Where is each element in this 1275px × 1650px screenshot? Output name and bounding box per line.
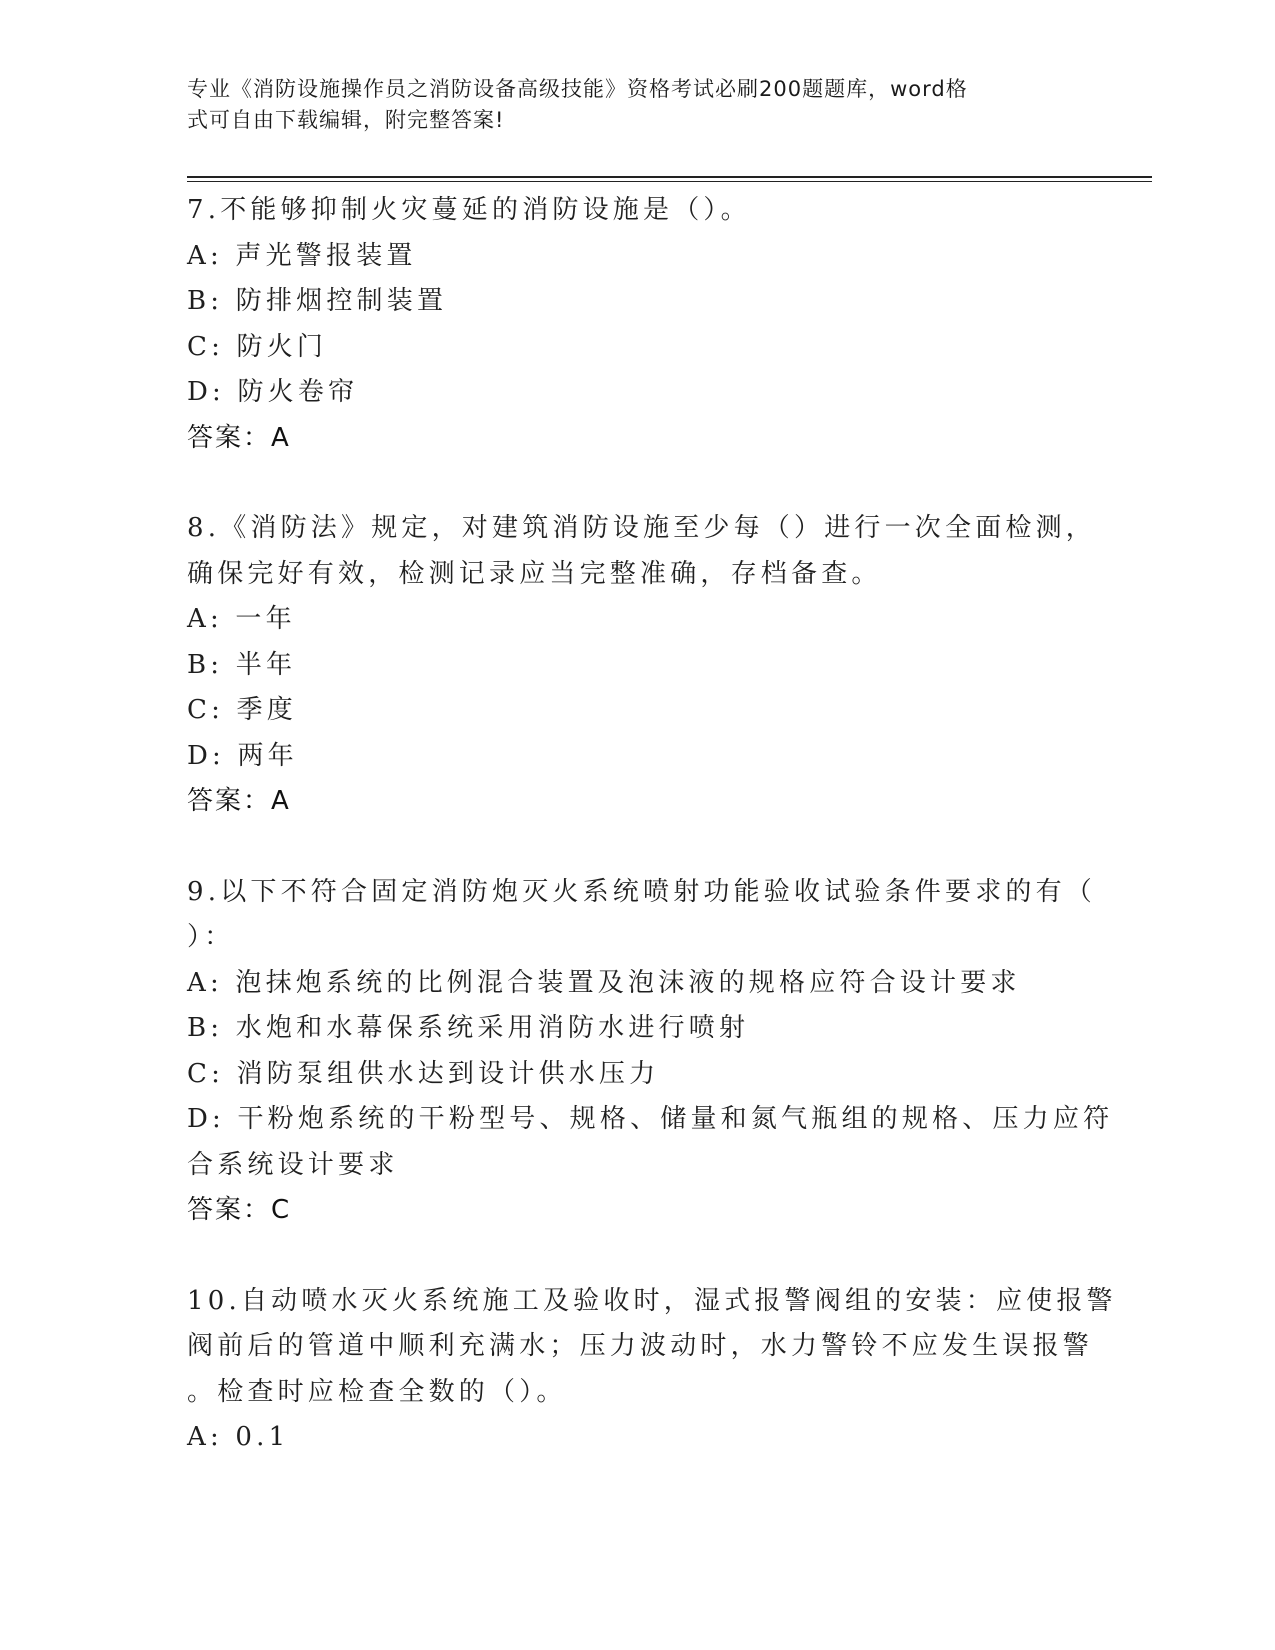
document-header bbox=[187, 74, 1067, 136]
question-stem-line: 9.以下不符合固定消防炮灭火系统喷射功能验收试验条件要求的有（ bbox=[187, 876, 1097, 907]
header-divider-thin bbox=[187, 181, 1152, 182]
option-label: C: bbox=[187, 331, 225, 362]
option-text: 一年 bbox=[235, 604, 296, 634]
question-block bbox=[187, 506, 1097, 870]
option-text: 防火门 bbox=[236, 331, 328, 362]
option-text: 干粉炮系统的干粉型号、规格、储量和氮气瓶组的规格、压力应符 bbox=[237, 1104, 1114, 1134]
question-stem-line: 7.不能够抑制火灾蔓延的消防设施是（）。 bbox=[187, 195, 751, 225]
option-label: A: bbox=[187, 967, 223, 998]
option-label: A: bbox=[187, 1422, 223, 1452]
question-stem-line: ）： bbox=[187, 922, 235, 952]
option-line bbox=[187, 1097, 1114, 1143]
option-line bbox=[187, 370, 1087, 416]
option-label: B: bbox=[187, 286, 224, 316]
option-line bbox=[187, 734, 1087, 780]
question-block bbox=[187, 870, 1114, 1279]
question-list bbox=[187, 188, 1117, 1461]
header-divider-thick bbox=[187, 176, 1152, 178]
option-line bbox=[187, 325, 1087, 371]
option-label: D: bbox=[187, 377, 226, 407]
option-line bbox=[187, 1415, 1087, 1461]
option-label: C: bbox=[187, 695, 225, 725]
question-stem-line: 。检查时应检查全数的（）。 bbox=[187, 1376, 567, 1407]
option-text: 半年 bbox=[235, 649, 297, 680]
option-label: A: bbox=[187, 604, 223, 634]
option-line bbox=[187, 961, 1087, 1007]
option-text: 两年 bbox=[237, 740, 298, 771]
question-stem-line: 10.自动喷水灭火系统施工及验收时，湿式报警阀组的安装：应使报警 bbox=[187, 1285, 1117, 1316]
option-line: 合系统设计要求 bbox=[187, 1149, 399, 1180]
option-label: D: bbox=[187, 740, 226, 771]
option-line bbox=[187, 643, 1087, 689]
option-text: 0.1 bbox=[235, 1422, 290, 1452]
option-line bbox=[187, 1052, 1087, 1098]
question-stem-line: 确保完好有效，检测记录应当完整准确，存档备查。 bbox=[187, 558, 882, 589]
option-line bbox=[187, 234, 1087, 280]
question-block bbox=[187, 1279, 1117, 1461]
header-line-2: 式可自由下载编辑，附完整答案! bbox=[187, 108, 505, 132]
question-stem-line: 阀前后的管道中顺利充满水；压力波动时，水力警铃不应发生误报警 bbox=[187, 1331, 1094, 1361]
question-block bbox=[187, 188, 1087, 506]
option-line bbox=[187, 1006, 1087, 1052]
question-stem-line: 8.《消防法》规定，对建筑消防设施至少每（）进行一次全面检测， bbox=[187, 513, 1097, 543]
option-label: A: bbox=[187, 240, 223, 271]
question-spacer bbox=[187, 825, 1087, 870]
option-label: C: bbox=[187, 1058, 225, 1089]
question-spacer bbox=[187, 461, 1087, 506]
option-text: 水炮和水幕保系统采用消防水进行喷射 bbox=[235, 1013, 750, 1043]
option-text: 声光警报装置 bbox=[235, 240, 417, 271]
option-label: D: bbox=[187, 1104, 226, 1134]
option-text: 防排烟控制装置 bbox=[235, 286, 448, 316]
option-line bbox=[187, 688, 1087, 734]
option-label: B: bbox=[187, 1013, 224, 1043]
option-label: B: bbox=[187, 649, 224, 680]
question-spacer bbox=[187, 1234, 1087, 1279]
answer-line: 答案：A bbox=[187, 786, 291, 816]
answer-line: 答案：A bbox=[187, 422, 291, 453]
option-text: 泡抹炮系统的比例混合装置及泡沫液的规格应符合设计要求 bbox=[235, 967, 1021, 998]
option-text: 消防泵组供水达到设计供水压力 bbox=[236, 1058, 660, 1089]
header-line-1: 专业《消防设施操作员之消防设备高级技能》资格考试必刷200题题库，word格 bbox=[187, 77, 968, 101]
option-line bbox=[187, 597, 1087, 643]
option-text: 季度 bbox=[236, 695, 297, 725]
option-line bbox=[187, 279, 1087, 325]
answer-line: 答案：C bbox=[187, 1195, 292, 1225]
option-text: 防火卷帘 bbox=[237, 377, 359, 407]
